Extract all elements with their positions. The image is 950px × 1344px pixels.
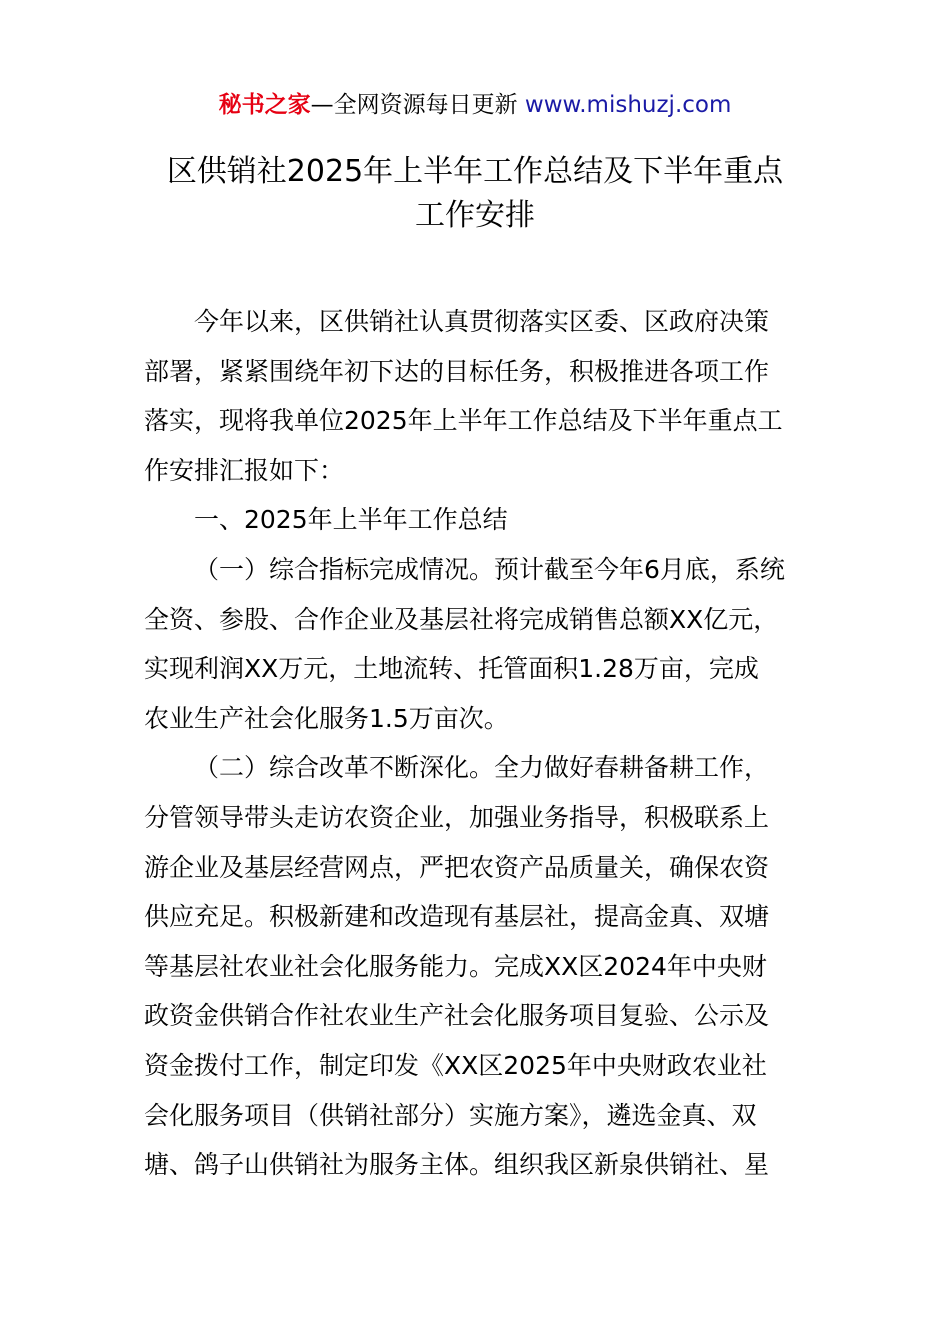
text-line: 实现利润XX万元，土地流转、托管面积1.28万亩，完成 bbox=[144, 654, 759, 684]
text-line: 塘、鸽子山供销社为服务主体。组织我区新泉供销社、星 bbox=[144, 1150, 770, 1180]
section-heading-1 bbox=[144, 495, 809, 545]
text-line: 部署，紧紧围绕年初下达的目标任务，积极推进各项工作 bbox=[144, 356, 770, 386]
text-line: 一、2025年上半年工作总结 bbox=[194, 505, 508, 535]
document-title bbox=[120, 150, 830, 238]
document-body bbox=[144, 297, 809, 1190]
text-line: 今年以来，区供销社认真贯彻落实区委、区政府决策 bbox=[194, 307, 770, 336]
title-line-1: 区供销社2025年上半年工作总结及下半年重点 bbox=[166, 154, 784, 189]
paragraph-item-2 bbox=[144, 743, 809, 1189]
text-line: 落实，现将我单位2025年上半年工作总结及下半年重点工 bbox=[144, 406, 783, 436]
text-line: 政资金供销合作社农业生产社会化服务项目复验、公示及 bbox=[144, 1001, 770, 1031]
text-line: 作安排汇报如下： bbox=[144, 455, 345, 485]
paragraph-item-1 bbox=[144, 545, 809, 743]
site-header bbox=[0, 88, 950, 122]
site-tagline: —全网资源每日更新 bbox=[310, 92, 525, 118]
text-line: 会化服务项目（供销社部分）实施方案》，遴选金真、双 bbox=[144, 1100, 757, 1130]
paragraph-intro bbox=[144, 297, 809, 495]
text-line: 供应充足。积极新建和改造现有基层社，提高金真、双塘 bbox=[144, 902, 770, 932]
site-url[interactable]: www.mishuzj.com bbox=[524, 92, 732, 118]
text-line: 全资、参股、合作企业及基层社将完成销售总额XX亿元， bbox=[144, 604, 779, 634]
text-line: （一）综合指标完成情况。预计截至今年6月底，系统 bbox=[194, 554, 785, 584]
brand-name: 秘书之家 bbox=[218, 92, 311, 118]
text-line: 等基层社农业社会化服务能力。完成XX区2024年中央财 bbox=[144, 951, 767, 981]
text-line: 资金拨付工作，制定印发《XX区2025年中央财政农业社 bbox=[144, 1050, 767, 1080]
text-line: 分管领导带头走访农资企业，加强业务指导，积极联系上 bbox=[144, 802, 770, 832]
text-line: （二）综合改革不断深化。全力做好春耕备耕工作， bbox=[194, 753, 770, 783]
text-line: 农业生产社会化服务1.5万亩次。 bbox=[144, 703, 509, 733]
text-line: 游企业及基层经营网点，严把农资产品质量关，确保农资 bbox=[144, 852, 770, 882]
title-line-2: 工作安排 bbox=[415, 198, 535, 233]
